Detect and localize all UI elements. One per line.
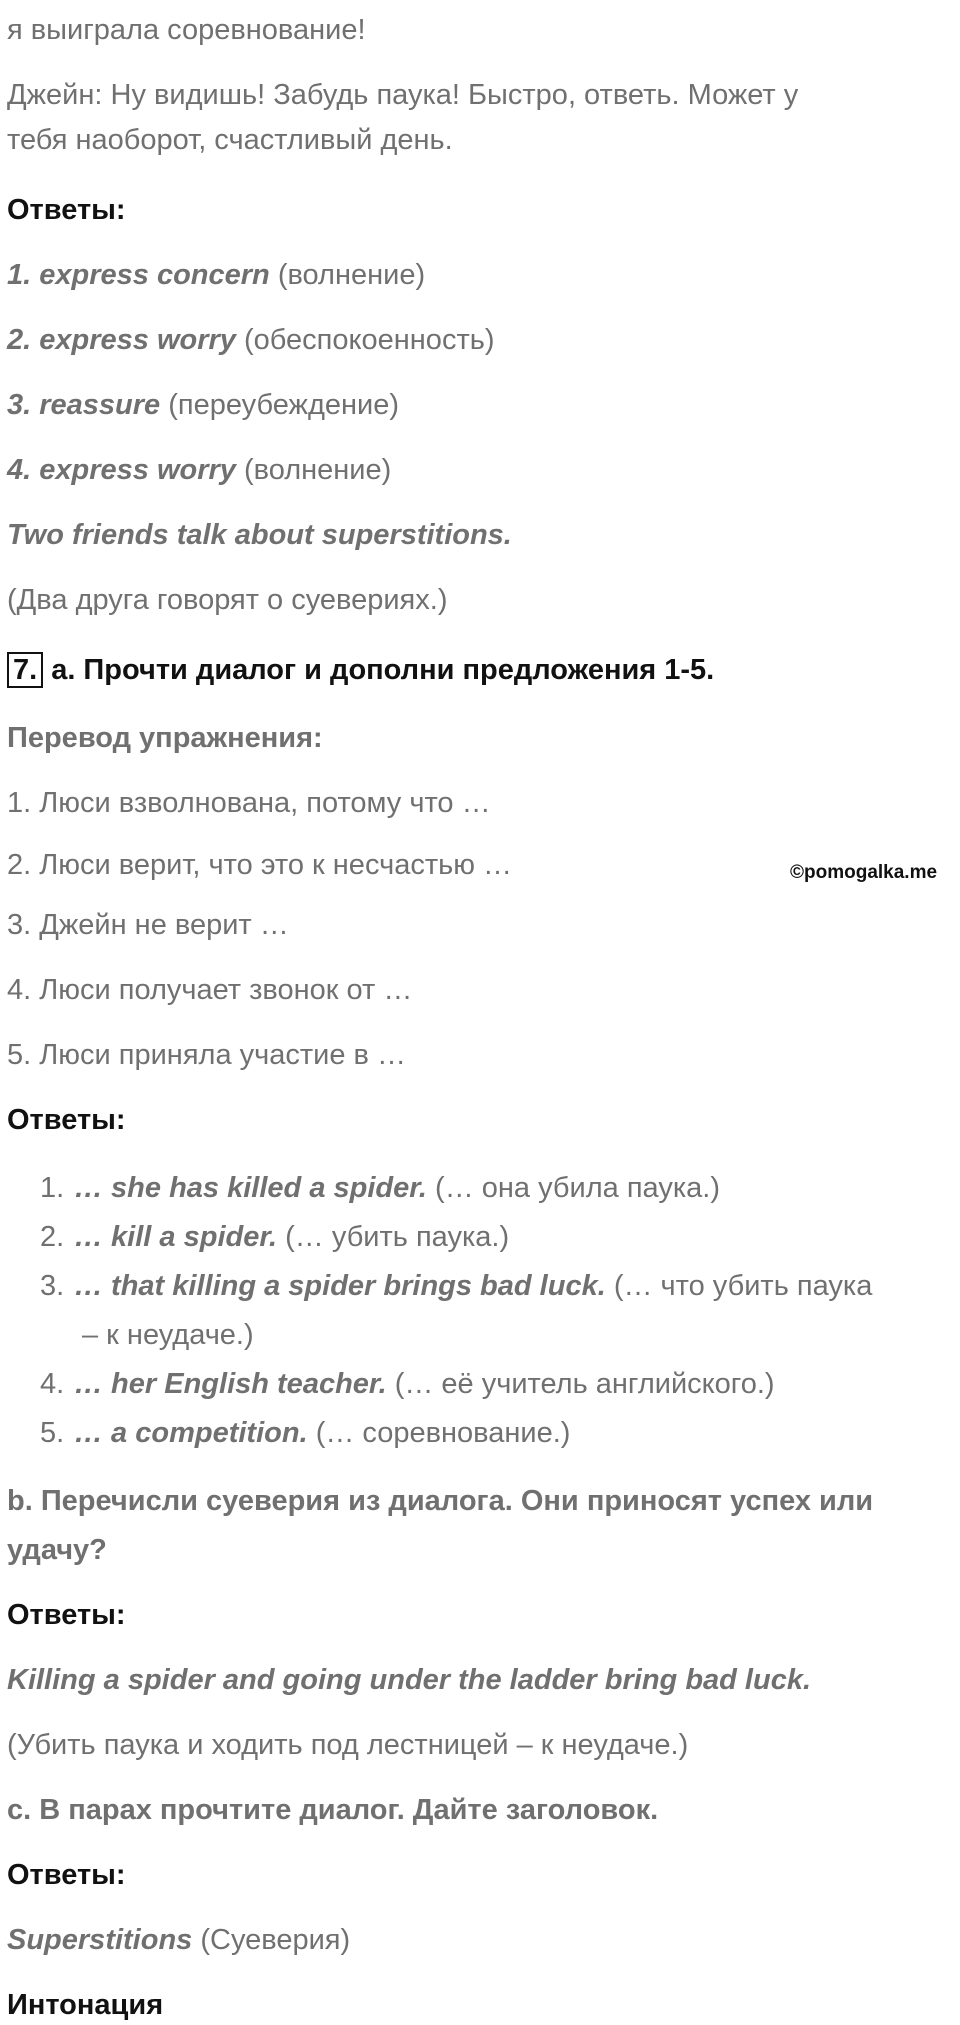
answer-item-en: 1. express concern <box>7 259 270 291</box>
answer-c-en: Superstitions <box>7 1924 193 1956</box>
intro-line-3: тебя наоборот, счастливый день. <box>7 124 453 156</box>
answer-item-ru: (обеспокоенность) <box>235 324 495 356</box>
sentence-2: 2. Люси верит, что это к несчастью … <box>7 849 513 881</box>
list-number: 2. <box>40 1221 65 1253</box>
sentence-1: 1. Люси взволнована, потому что … <box>7 787 491 819</box>
numbered-answer-1 <box>40 1168 720 1208</box>
task-a-text: a. Прочти диалог и дополни предложения 1-5. <box>51 654 715 686</box>
answer-en: … her English teacher. <box>74 1368 387 1400</box>
answer-b-english: Killing a spider and going under the ladder bring bad luck. <box>7 1664 812 1696</box>
answer-ru: (… она убила паука.) <box>426 1172 721 1204</box>
answer-item-ru: (переубеждение) <box>160 389 400 421</box>
answer-item-ru: (волнение) <box>269 259 426 291</box>
answer-c-ru: (Суеверия) <box>192 1924 351 1956</box>
answer-en: … a competition. <box>74 1417 308 1449</box>
answer-item-4 <box>7 450 391 490</box>
answers-heading-1: Ответы: <box>7 194 126 226</box>
answer-ru: (… соревнование.) <box>307 1417 571 1449</box>
list-number: 3. <box>40 1270 65 1302</box>
answer-b-russian: (Убить паука и ходить под лестницей – к неудаче.) <box>7 1729 689 1761</box>
answer-item-1 <box>7 255 425 295</box>
answer-ru: (… её учитель английского.) <box>386 1368 775 1400</box>
answer-item-en: 2. express worry <box>7 324 236 356</box>
numbered-answer-3-continuation: – к неудаче.) <box>82 1319 254 1351</box>
answers-heading-2: Ответы: <box>7 1104 126 1136</box>
numbered-answer-5 <box>40 1413 570 1453</box>
task-b-line-2: удачу? <box>7 1534 107 1566</box>
numbered-answer-2 <box>40 1217 509 1257</box>
summary-russian: (Два друга говорят о суевериях.) <box>7 584 448 616</box>
numbered-answer-3 <box>40 1266 872 1306</box>
answer-item-3 <box>7 385 399 425</box>
answer-item-ru: (волнение) <box>235 454 392 486</box>
answer-en: … kill a spider. <box>74 1221 278 1253</box>
exercise-7-task-a <box>7 650 714 690</box>
list-number: 1. <box>40 1172 65 1204</box>
sentence-5: 5. Люси приняла участие в … <box>7 1039 407 1071</box>
sentence-4: 4. Люси получает звонок от … <box>7 974 413 1006</box>
answer-en: … she has killed a spider. <box>74 1172 427 1204</box>
sentence-3: 3. Джейн не верит … <box>7 909 289 941</box>
answer-ru: (… что убить паука <box>605 1270 873 1302</box>
list-number: 5. <box>40 1417 65 1449</box>
watermark: ©pomogalka.me <box>790 862 938 883</box>
translation-heading: Перевод упражнения: <box>7 722 323 754</box>
answers-heading-4: Ответы: <box>7 1859 126 1891</box>
intro-line-2: Джейн: Ну видишь! Забудь паука! Быстро, ответь. Может у <box>7 79 799 111</box>
intro-line-1: я выиграла соревнование! <box>7 14 366 46</box>
task-c: c. В парах прочтите диалог. Дайте заголовок. <box>7 1794 659 1826</box>
summary-english: Two friends talk about superstitions. <box>7 519 512 551</box>
exercise-number-box: 7. <box>7 652 43 688</box>
answer-item-en: 4. express worry <box>7 454 236 486</box>
task-b-line-1: b. Перечисли суеверия из диалога. Они приносят успех или <box>7 1485 874 1517</box>
intonation-heading: Интонация <box>7 1989 164 2021</box>
answer-en: … that killing a spider brings bad luck. <box>74 1270 606 1302</box>
numbered-answer-4 <box>40 1364 775 1404</box>
answer-item-2 <box>7 320 495 360</box>
answer-item-en: 3. reassure <box>7 389 161 421</box>
list-number: 4. <box>40 1368 65 1400</box>
answer-ru: (… убить паука.) <box>277 1221 510 1253</box>
answers-heading-3: Ответы: <box>7 1599 126 1631</box>
answer-c <box>7 1920 350 1960</box>
